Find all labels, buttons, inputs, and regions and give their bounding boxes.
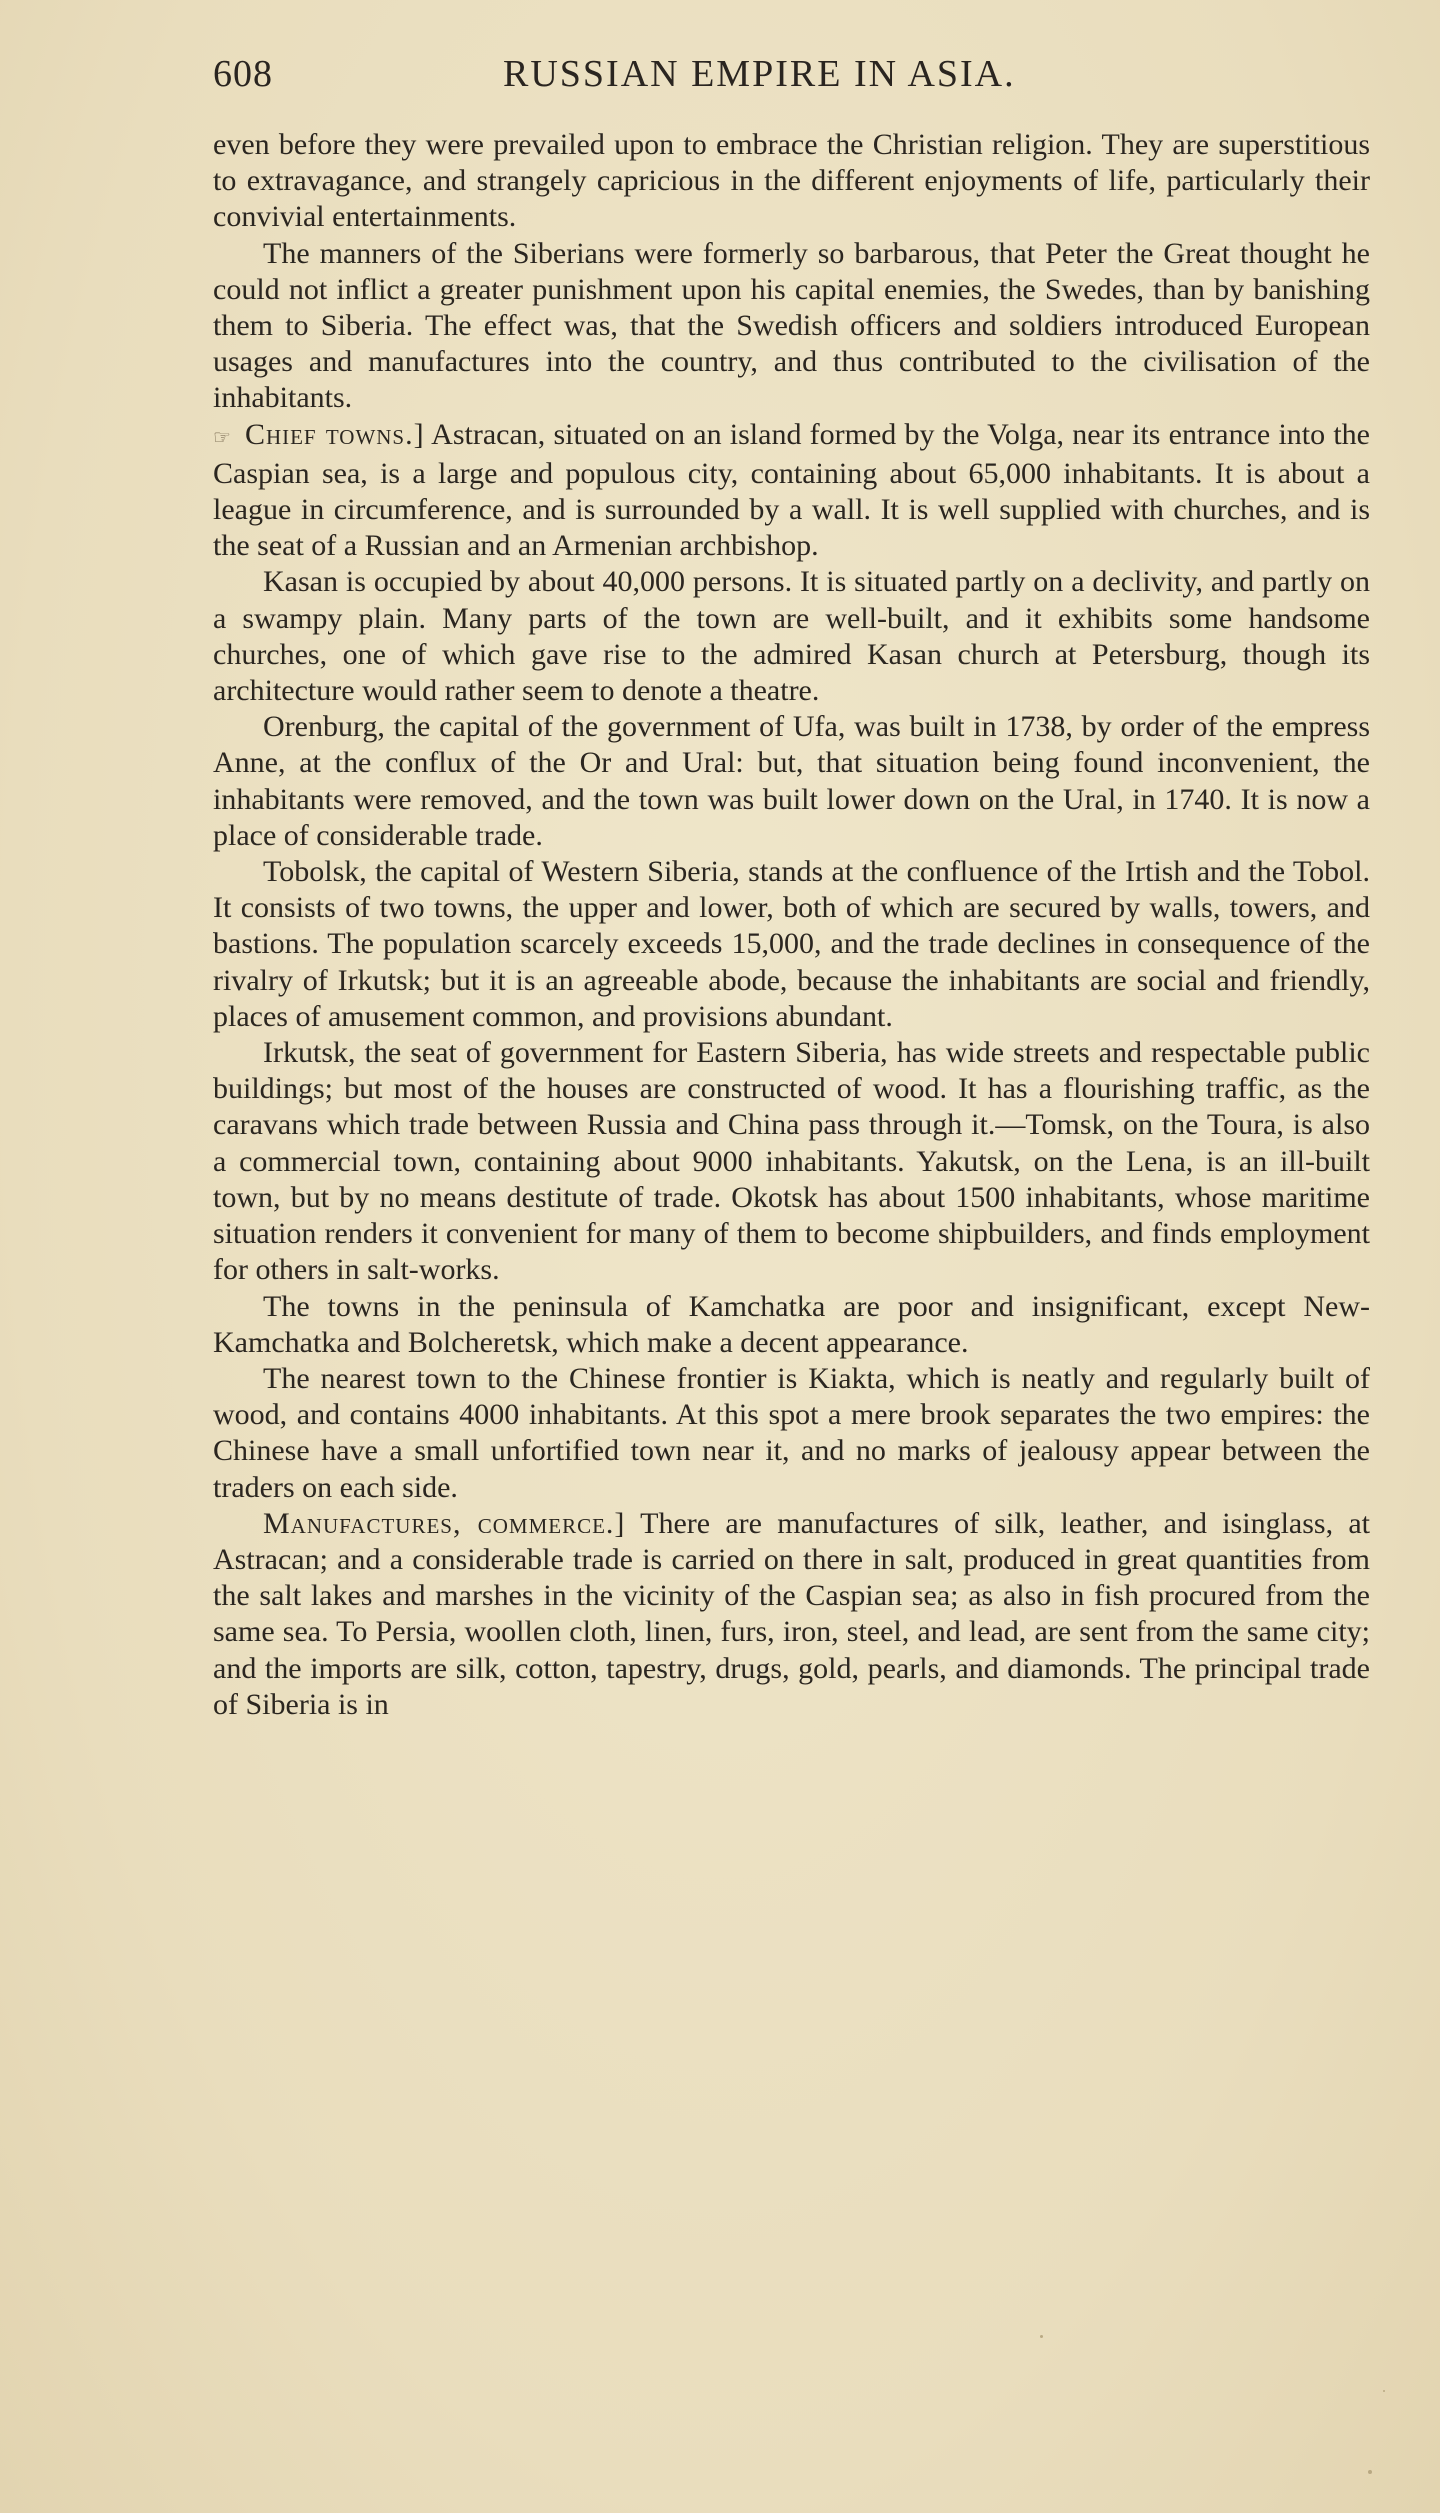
section-heading-manufactures: Manufactures, commerce.]	[263, 1506, 626, 1540]
paragraph-kamchatka: The towns in the peninsula of Kamchatka are poor and insignificant, except New-Kamchatka and Bolcheretsk, which make a decent appearance.	[213, 1289, 1370, 1359]
paragraph-irkutsk: Irkutsk, the seat of government for Eastern Siberia, has wide streets and respectable public buildings; but most of the houses are constructed of wood. It has a flourishing traffic, as the caravans which trade between Russia and China pass through it.—Tomsk, on the Toura, is also a commercial town, containing about 9000 inhabitants. Yakutsk, on the Lena, is an ill-built town, but by no means destitute of trade. Okotsk has about 1500 inhabitants, whose maritime situation renders it convenient for many of them to become shipbuilders, and finds employment for others in salt-works.	[213, 1036, 1370, 1287]
paragraph-kasan: Kasan is occupied by about 40,000 persons. It is situated partly on a declivity, and partly on a swampy plain. Many parts of the town are well-built, and it exhibits some handsome churches, one of which gave rise to the admired Kasan church at Petersburg, though its architecture would rather seem to denote a theatre.	[213, 565, 1370, 708]
section-text-manufactures: There are manufactures of silk, leather, and isinglass, at Astracan; and a considerable trade is carried on there in salt, produced in great quantities from the salt lakes and marshes in the vicinity of the Caspian sea; as also in fish procured from the same sea. To Persia, woollen cloth, linen, furs, iron, steel, and lead, are sent from the same city; and the imports are silk, cotton, tapestry, drugs, gold, pearls, and diamonds. The principal trade of Siberia is in	[213, 1506, 1370, 1721]
page-number: 608	[213, 53, 273, 95]
pointing-hand-mark: ☞	[213, 426, 231, 449]
page-body	[213, 127, 1370, 1723]
paragraph-siberian-manners: The manners of the Siberians were formerly so barbarous, that Peter the Great thought he could not inflict a greater punishment upon his capital enemies, the Swedes, than by banishing them to Siberia. The effect was, that the Swedish officers and soldiers introduced European usages and manufactures into the country, and thus contributed to the civilisation of the inhabitants.	[213, 236, 1370, 415]
paragraph-tobolsk: Tobolsk, the capital of Western Siberia, stands at the confluence of the Irtish and the Tobol. It consists of two towns, the upper and lower, both of which are secured by walls, towers, and bastions. The population scarcely exceeds 15,000, and the trade declines in consequence of the rivalry of Irkutsk; but it is an agreeable abode, because the inhabitants are social and friendly, places of amusement common, and provisions abundant.	[213, 855, 1370, 1033]
section-heading-chief-towns: Chief towns.]	[244, 417, 425, 451]
page-header	[213, 52, 1388, 102]
paper-speck	[1383, 2390, 1385, 2392]
paper-speck	[1040, 2335, 1043, 2338]
paper-speck	[1368, 2470, 1372, 2474]
section-chief-towns	[213, 417, 1370, 565]
paragraph-orenburg: Orenburg, the capital of the government of Ufa, was built in 1738, by order of the empress Anne, at the conflux of the Or and Ural: but, that situation being found inconvenient, the inhabitants were removed, and the town was built lower down on the Ural, in 1740. It is now a place of considerable trade.	[213, 710, 1370, 852]
running-title: RUSSIAN EMPIRE IN ASIA.	[503, 53, 1016, 95]
paragraph-1: even before they were prevailed upon to embrace the Christian religion. They are superstitious to extravagance, and strangely capricious in the different enjoyments of life, particularly their convivial entertainments.	[213, 128, 1370, 234]
paragraph-kiakta: The nearest town to the Chinese frontier is Kiakta, which is neatly and regularly built of wood, and contains 4000 inhabitants. At this spot a mere brook separates the two empires: the Chinese have a small unfortified town near it, and no marks of jealousy appear between the traders on each side.	[213, 1361, 1370, 1504]
section-manufactures-commerce	[213, 1506, 1370, 1723]
section-text-astracan: Astracan, situated on an island formed by the Volga, near its entrance into the Caspian sea, is a large and populous city, containing about 65,000 inhabitants. It is about a league in circumference, and is surrounded by a wall. It is well supplied with churches, and is the seat of a Russian and an Armenian archbishop.	[213, 417, 1370, 563]
